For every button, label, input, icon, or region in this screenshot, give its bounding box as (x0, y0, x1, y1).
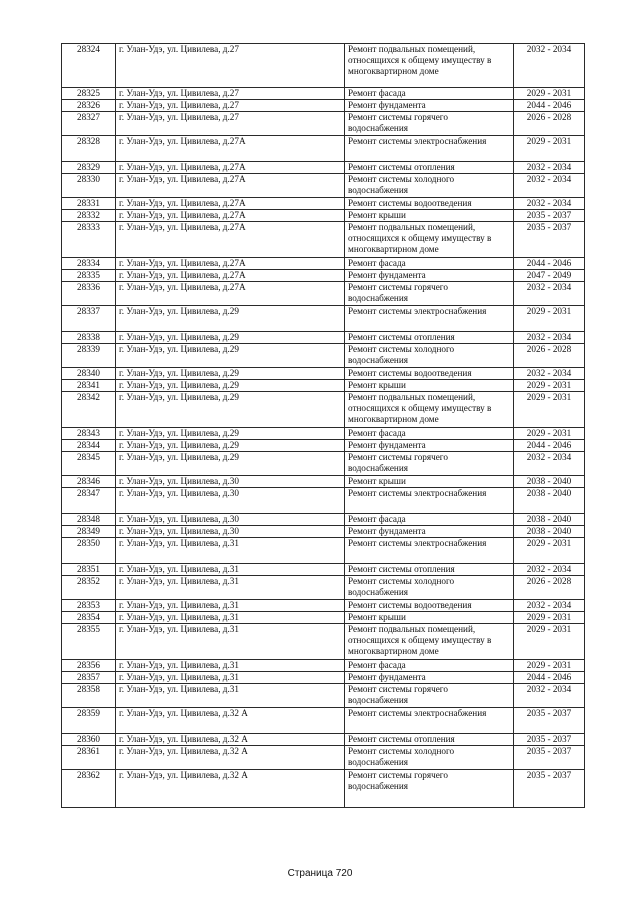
row-number: 28345 (62, 452, 116, 476)
row-number: 28337 (62, 306, 116, 332)
row-work-type: Ремонт крыши (345, 476, 514, 488)
row-number: 28344 (62, 440, 116, 452)
row-work-type: Ремонт системы отопления (345, 734, 514, 746)
row-period: 2032 - 2034 (514, 44, 585, 88)
row-address: г. Улан-Удэ, ул. Цивилева, д.30 (116, 526, 345, 538)
row-address: г. Улан-Удэ, ул. Цивилева, д.29 (116, 428, 345, 440)
table-row (62, 44, 585, 88)
row-number: 28356 (62, 660, 116, 672)
table-row (62, 282, 585, 306)
row-period: 2044 - 2046 (514, 258, 585, 270)
row-address: г. Улан-Удэ, ул. Цивилева, д.31 (116, 576, 345, 600)
row-address: г. Улан-Удэ, ул. Цивилева, д.31 (116, 564, 345, 576)
row-period: 2029 - 2031 (514, 612, 585, 624)
row-address: г. Улан-Удэ, ул. Цивилева, д.27А (116, 258, 345, 270)
row-number: 28348 (62, 514, 116, 526)
table-row (62, 684, 585, 708)
row-address: г. Улан-Удэ, ул. Цивилева, д.31 (116, 600, 345, 612)
row-period: 2029 - 2031 (514, 660, 585, 672)
row-period: 2044 - 2046 (514, 100, 585, 112)
row-address: г. Улан-Удэ, ул. Цивилева, д.29 (116, 332, 345, 344)
row-number: 28338 (62, 332, 116, 344)
row-number: 28340 (62, 368, 116, 380)
row-period: 2029 - 2031 (514, 538, 585, 564)
page-number: Страница 720 (287, 868, 353, 879)
row-period: 2026 - 2028 (514, 576, 585, 600)
row-address: г. Улан-Удэ, ул. Цивилева, д.27А (116, 222, 345, 258)
table-row (62, 452, 585, 476)
row-number: 28342 (62, 392, 116, 428)
row-period: 2035 - 2037 (514, 746, 585, 770)
row-address: г. Улан-Удэ, ул. Цивилева, д.29 (116, 368, 345, 380)
table-row (62, 162, 585, 174)
row-work-type: Ремонт системы горячего водоснабжения (345, 282, 514, 306)
row-address: г. Улан-Удэ, ул. Цивилева, д.32 А (116, 770, 345, 808)
table-row (62, 612, 585, 624)
table-row (62, 600, 585, 612)
table-row (62, 488, 585, 514)
repair-schedule-table (61, 43, 585, 808)
row-address: г. Улан-Удэ, ул. Цивилева, д.29 (116, 306, 345, 332)
row-work-type: Ремонт фасада (345, 88, 514, 100)
row-number: 28349 (62, 526, 116, 538)
table-row (62, 306, 585, 332)
table-row (62, 88, 585, 100)
row-address: г. Улан-Удэ, ул. Цивилева, д.27А (116, 162, 345, 174)
row-number: 28332 (62, 210, 116, 222)
table-row (62, 428, 585, 440)
row-work-type: Ремонт фундамента (345, 100, 514, 112)
row-address: г. Улан-Удэ, ул. Цивилева, д.29 (116, 452, 345, 476)
row-address: г. Улан-Удэ, ул. Цивилева, д.32 А (116, 734, 345, 746)
table-row (62, 538, 585, 564)
row-period: 2032 - 2034 (514, 162, 585, 174)
row-address: г. Улан-Удэ, ул. Цивилева, д.29 (116, 344, 345, 368)
table-row (62, 526, 585, 538)
row-work-type: Ремонт системы отопления (345, 332, 514, 344)
row-work-type: Ремонт системы отопления (345, 162, 514, 174)
row-address: г. Улан-Удэ, ул. Цивилева, д.29 (116, 392, 345, 428)
row-work-type: Ремонт системы водоотведения (345, 600, 514, 612)
row-number: 28328 (62, 136, 116, 162)
row-address: г. Улан-Удэ, ул. Цивилева, д.29 (116, 440, 345, 452)
row-address: г. Улан-Удэ, ул. Цивилева, д.30 (116, 476, 345, 488)
table-row (62, 770, 585, 808)
row-work-type: Ремонт фундамента (345, 270, 514, 282)
table-row (62, 344, 585, 368)
row-number: 28362 (62, 770, 116, 808)
row-address: г. Улан-Удэ, ул. Цивилева, д.27А (116, 136, 345, 162)
row-period: 2029 - 2031 (514, 306, 585, 332)
table-row (62, 576, 585, 600)
table-row (62, 368, 585, 380)
row-address: г. Улан-Удэ, ул. Цивилева, д.27А (116, 198, 345, 210)
table-row (62, 112, 585, 136)
row-work-type: Ремонт системы холодного водоснабжения (345, 576, 514, 600)
row-address: г. Улан-Удэ, ул. Цивилева, д.31 (116, 624, 345, 660)
table-row (62, 136, 585, 162)
row-period: 2029 - 2031 (514, 428, 585, 440)
row-address: г. Улан-Удэ, ул. Цивилева, д.27 (116, 100, 345, 112)
row-work-type: Ремонт подвальных помещений, относящихся к общему имуществу в многоквартирном доме (345, 392, 514, 428)
row-number: 28355 (62, 624, 116, 660)
row-work-type: Ремонт фасада (345, 428, 514, 440)
table-row (62, 624, 585, 660)
row-address: г. Улан-Удэ, ул. Цивилева, д.32 А (116, 708, 345, 734)
table-row (62, 222, 585, 258)
row-work-type: Ремонт системы горячего водоснабжения (345, 112, 514, 136)
row-work-type: Ремонт фундамента (345, 672, 514, 684)
row-number: 28346 (62, 476, 116, 488)
row-number: 28324 (62, 44, 116, 88)
row-work-type: Ремонт системы водоотведения (345, 368, 514, 380)
table-row (62, 198, 585, 210)
row-number: 28335 (62, 270, 116, 282)
row-work-type: Ремонт системы горячего водоснабжения (345, 452, 514, 476)
table-body (62, 44, 585, 808)
table-row (62, 440, 585, 452)
row-period: 2032 - 2034 (514, 452, 585, 476)
row-number: 28325 (62, 88, 116, 100)
row-period: 2032 - 2034 (514, 198, 585, 210)
table-row (62, 210, 585, 222)
row-number: 28358 (62, 684, 116, 708)
row-work-type: Ремонт системы электроснабжения (345, 538, 514, 564)
row-period: 2026 - 2028 (514, 344, 585, 368)
row-number: 28352 (62, 576, 116, 600)
row-work-type: Ремонт фасада (345, 514, 514, 526)
row-period: 2038 - 2040 (514, 514, 585, 526)
row-number: 28350 (62, 538, 116, 564)
row-number: 28359 (62, 708, 116, 734)
row-address: г. Улан-Удэ, ул. Цивилева, д.27А (116, 210, 345, 222)
row-work-type: Ремонт подвальных помещений, относящихся к общему имуществу в многоквартирном доме (345, 222, 514, 258)
row-period: 2035 - 2037 (514, 708, 585, 734)
row-number: 28360 (62, 734, 116, 746)
table-row (62, 332, 585, 344)
row-number: 28336 (62, 282, 116, 306)
row-work-type: Ремонт системы электроснабжения (345, 136, 514, 162)
row-number: 28361 (62, 746, 116, 770)
row-period: 2047 - 2049 (514, 270, 585, 282)
table-row (62, 258, 585, 270)
row-work-type: Ремонт системы электроснабжения (345, 708, 514, 734)
table-row (62, 564, 585, 576)
row-work-type: Ремонт системы горячего водоснабжения (345, 684, 514, 708)
row-period: 2038 - 2040 (514, 476, 585, 488)
row-period: 2032 - 2034 (514, 684, 585, 708)
row-work-type: Ремонт крыши (345, 612, 514, 624)
row-period: 2035 - 2037 (514, 222, 585, 258)
table-row (62, 476, 585, 488)
row-number: 28331 (62, 198, 116, 210)
row-work-type: Ремонт системы электроснабжения (345, 488, 514, 514)
row-work-type: Ремонт системы водоотведения (345, 198, 514, 210)
row-period: 2029 - 2031 (514, 380, 585, 392)
row-number: 28353 (62, 600, 116, 612)
row-period: 2032 - 2034 (514, 564, 585, 576)
row-address: г. Улан-Удэ, ул. Цивилева, д.29 (116, 380, 345, 392)
row-work-type: Ремонт системы горячего водоснабжения (345, 770, 514, 808)
row-period: 2035 - 2037 (514, 210, 585, 222)
row-period: 2032 - 2034 (514, 600, 585, 612)
row-period: 2029 - 2031 (514, 624, 585, 660)
row-work-type: Ремонт системы холодного водоснабжения (345, 746, 514, 770)
row-address: г. Улан-Удэ, ул. Цивилева, д.31 (116, 672, 345, 684)
row-address: г. Улан-Удэ, ул. Цивилева, д.27 (116, 112, 345, 136)
row-work-type: Ремонт фасада (345, 660, 514, 672)
table-row (62, 380, 585, 392)
row-period: 2029 - 2031 (514, 88, 585, 100)
row-period: 2032 - 2034 (514, 368, 585, 380)
row-work-type: Ремонт системы холодного водоснабжения (345, 344, 514, 368)
table-row (62, 514, 585, 526)
row-number: 28334 (62, 258, 116, 270)
table-row (62, 174, 585, 198)
row-period: 2032 - 2034 (514, 282, 585, 306)
row-work-type: Ремонт фасада (345, 258, 514, 270)
row-number: 28329 (62, 162, 116, 174)
row-number: 28343 (62, 428, 116, 440)
row-address: г. Улан-Удэ, ул. Цивилева, д.27А (116, 174, 345, 198)
row-number: 28333 (62, 222, 116, 258)
row-work-type: Ремонт фундамента (345, 526, 514, 538)
table-row (62, 392, 585, 428)
row-work-type: Ремонт подвальных помещений, относящихся к общему имуществу в многоквартирном доме (345, 44, 514, 88)
row-period: 2029 - 2031 (514, 392, 585, 428)
row-period: 2029 - 2031 (514, 136, 585, 162)
row-address: г. Улан-Удэ, ул. Цивилева, д.31 (116, 612, 345, 624)
row-work-type: Ремонт подвальных помещений, относящихся к общему имуществу в многоквартирном доме (345, 624, 514, 660)
row-work-type: Ремонт системы холодного водоснабжения (345, 174, 514, 198)
row-period: 2026 - 2028 (514, 112, 585, 136)
row-number: 28339 (62, 344, 116, 368)
table-row (62, 746, 585, 770)
table-row (62, 270, 585, 282)
row-period: 2044 - 2046 (514, 440, 585, 452)
table-row (62, 734, 585, 746)
row-number: 28341 (62, 380, 116, 392)
row-number: 28357 (62, 672, 116, 684)
row-period: 2032 - 2034 (514, 332, 585, 344)
row-work-type: Ремонт системы электроснабжения (345, 306, 514, 332)
row-address: г. Улан-Удэ, ул. Цивилева, д.31 (116, 538, 345, 564)
row-period: 2035 - 2037 (514, 770, 585, 808)
row-work-type: Ремонт крыши (345, 380, 514, 392)
row-address: г. Улан-Удэ, ул. Цивилева, д.30 (116, 488, 345, 514)
table-row (62, 660, 585, 672)
row-address: г. Улан-Удэ, ул. Цивилева, д.27А (116, 282, 345, 306)
row-address: г. Улан-Удэ, ул. Цивилева, д.30 (116, 514, 345, 526)
table-row (62, 708, 585, 734)
row-period: 2032 - 2034 (514, 174, 585, 198)
row-number: 28326 (62, 100, 116, 112)
row-number: 28354 (62, 612, 116, 624)
row-number: 28351 (62, 564, 116, 576)
row-address: г. Улан-Удэ, ул. Цивилева, д.27А (116, 270, 345, 282)
row-period: 2035 - 2037 (514, 734, 585, 746)
row-work-type: Ремонт системы отопления (345, 564, 514, 576)
row-address: г. Улан-Удэ, ул. Цивилева, д.31 (116, 684, 345, 708)
row-number: 28347 (62, 488, 116, 514)
row-work-type: Ремонт фундамента (345, 440, 514, 452)
row-address: г. Улан-Удэ, ул. Цивилева, д.32 А (116, 746, 345, 770)
row-work-type: Ремонт крыши (345, 210, 514, 222)
row-address: г. Улан-Удэ, ул. Цивилева, д.27 (116, 88, 345, 100)
row-period: 2038 - 2040 (514, 488, 585, 514)
row-period: 2044 - 2046 (514, 672, 585, 684)
table-row (62, 100, 585, 112)
row-address: г. Улан-Удэ, ул. Цивилева, д.27 (116, 44, 345, 88)
table-row (62, 672, 585, 684)
row-period: 2038 - 2040 (514, 526, 585, 538)
row-number: 28330 (62, 174, 116, 198)
row-address: г. Улан-Удэ, ул. Цивилева, д.31 (116, 660, 345, 672)
row-number: 28327 (62, 112, 116, 136)
